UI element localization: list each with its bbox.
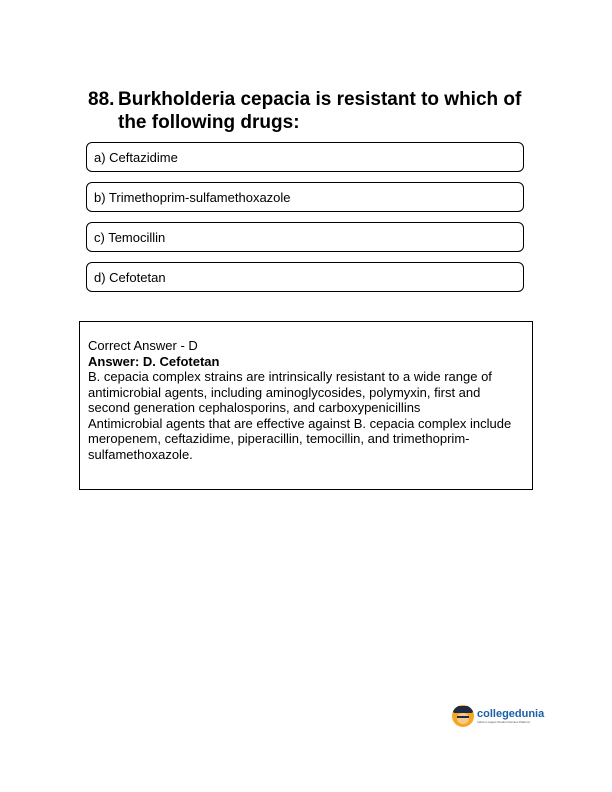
graduate-mascot-icon [452,705,474,727]
correct-answer-line: Correct Answer - D [88,338,198,353]
option-a[interactable]: a) Ceftazidime [86,142,524,172]
answer-title: Answer: D. Cefotetan [88,353,220,369]
question-text: Burkholderia cepacia is resistant to which of the following drugs: [118,89,522,133]
option-c[interactable]: c) Temocillin [86,222,524,252]
answer-explanation-2: Antimicrobial agents that are effective against B. cepacia complex include meropenem, ceftazidime, piperacillin, temocillin, and trimethoprim-sulfamethoxazole. [88,415,512,462]
logo-tagline: India's Largest Student Review Platform [477,720,531,724]
collegedunia-logo [452,705,544,727]
answer-box [79,321,533,490]
question-heading [88,88,538,134]
question-number: 88. [88,89,115,110]
answer-explanation-1: B. cepacia complex strains are intrinsically resistant to a wide range of antimicrobial agents, including aminoglycosides, polymyxin, first and second generation cephalosporins, and carboxypenicillins [88,369,492,415]
logo-name: collegedunia [477,708,545,720]
option-d[interactable]: d) Cefotetan [86,262,524,292]
option-b[interactable]: b) Trimethoprim-sulfamethoxazole [86,182,524,212]
